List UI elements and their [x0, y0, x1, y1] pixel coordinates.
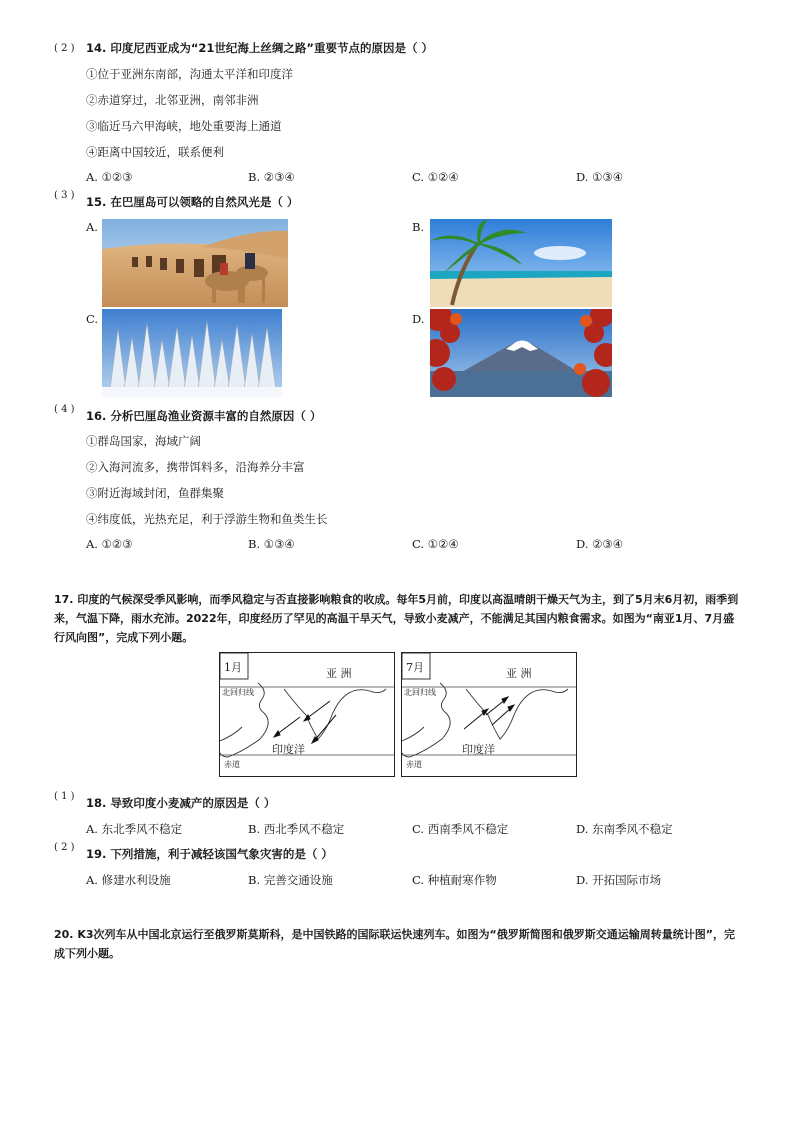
choice-b[interactable]: B. ②③④ [248, 170, 295, 184]
list-item: ③附近海域封闭，鱼群集聚 [86, 486, 224, 500]
map-equator-label: 赤道 [406, 760, 422, 769]
choice-c[interactable]: C. ①②④ [412, 537, 459, 551]
choice-a[interactable]: A. 修建水利设施 [86, 873, 171, 887]
choice-b[interactable]: B. 西北季风不稳定 [248, 822, 345, 836]
list-item: ①位于亚洲东南部，沟通太平洋和印度洋 [86, 67, 293, 81]
map-july [401, 652, 577, 777]
map-month-label: 7月 [406, 661, 424, 674]
choice-d[interactable]: D. ①③④ [576, 170, 624, 184]
map-equator-label: 赤道 [224, 760, 240, 769]
sub-number: ( 2 ) [54, 842, 75, 853]
question-stem: 16. 分析巴厘岛渔业资源丰富的自然原因（ ） [86, 409, 322, 423]
question-stem: 19. 下列措施，利于减轻该国气象灾害的是（ ） [86, 847, 333, 861]
choice-a[interactable]: A. [86, 220, 98, 234]
choice-c[interactable]: C. [86, 312, 99, 326]
choice-b[interactable]: B. ①③④ [248, 537, 295, 551]
choice-d[interactable]: D. 东南季风不稳定 [576, 822, 673, 836]
map-july-drawing [402, 653, 576, 776]
list-item: ①群岛国家，海域广阔 [86, 434, 201, 448]
choice-c[interactable]: C. 种植耐寒作物 [412, 873, 497, 887]
choice-a[interactable]: A. ①②③ [86, 537, 133, 551]
map-ocean-label: 印度洋 [462, 743, 495, 756]
map-january-drawing [220, 653, 394, 776]
question-stem: 18. 导致印度小麦减产的原因是（ ） [86, 796, 276, 810]
map-tropic-label: 北回归线 [404, 688, 436, 697]
map-january [219, 652, 395, 777]
map-asia-label: 亚 洲 [326, 667, 352, 680]
question-paragraph: 17. 印度的气候深受季风影响，而季风稳定与否直接影响粮食的收成。每年5月前，印度以高温晴朗干燥天气为主，到了5月末6月初，雨季到来，气温下降，雨水充沛。2022年，印度经历了罕见的高温干旱天气，导致小麦减产，不能满足其国内粮食需求。如图为“南亚1月、7月盛行风向图”，完成下列小题。 [54, 593, 739, 644]
map-asia-label: 亚 洲 [506, 667, 532, 680]
choice-d[interactable]: D. ②③④ [576, 537, 624, 551]
list-item: ②赤道穿过，北邻亚洲，南邻非洲 [86, 93, 259, 107]
snow-forest-image[interactable] [102, 309, 282, 397]
list-item: ②入海河流多，携带饵料多，沿海养分丰富 [86, 460, 305, 474]
question-paragraph: 20. K3次列车从中国北京运行至俄罗斯莫斯科，是中国铁路的国际联运快速列车。如图为“俄罗斯简图和俄罗斯交通运输周转量统计图”，完成下列小题。 [54, 928, 735, 960]
palm-beach-image[interactable] [430, 219, 612, 307]
map-ocean-label: 印度洋 [272, 743, 305, 756]
list-item: ③临近马六甲海峡，地处重要海上通道 [86, 119, 282, 133]
choice-a[interactable]: A. ①②③ [86, 170, 133, 184]
choice-a[interactable]: A. 东北季风不稳定 [86, 822, 183, 836]
sub-number: ( 1 ) [54, 791, 75, 802]
choice-b[interactable]: B. 完善交通设施 [248, 873, 333, 887]
choice-d[interactable]: D. [412, 312, 425, 326]
list-item: ④距离中国较近，联系便利 [86, 145, 224, 159]
question-stem: 15. 在巴厘岛可以领略的自然风光是（ ） [86, 195, 299, 209]
desert-camel-image[interactable] [102, 219, 288, 307]
sub-number: ( 2 ) [54, 43, 75, 54]
choice-c[interactable]: C. ①②④ [412, 170, 459, 184]
mount-fuji-image[interactable] [430, 309, 612, 397]
list-item: ④纬度低，光热充足，利于浮游生物和鱼类生长 [86, 512, 328, 526]
map-month-label: 1月 [224, 661, 242, 674]
sub-number: ( 4 ) [54, 404, 75, 415]
sub-number: ( 3 ) [54, 190, 75, 201]
map-tropic-label: 北回归线 [222, 688, 254, 697]
choice-c[interactable]: C. 西南季风不稳定 [412, 822, 509, 836]
choice-b[interactable]: B. [412, 220, 425, 234]
question-stem: 14. 印度尼西亚成为“21世纪海上丝绸之路”重要节点的原因是（ ） [86, 41, 433, 55]
choice-d[interactable]: D. 开拓国际市场 [576, 873, 662, 887]
